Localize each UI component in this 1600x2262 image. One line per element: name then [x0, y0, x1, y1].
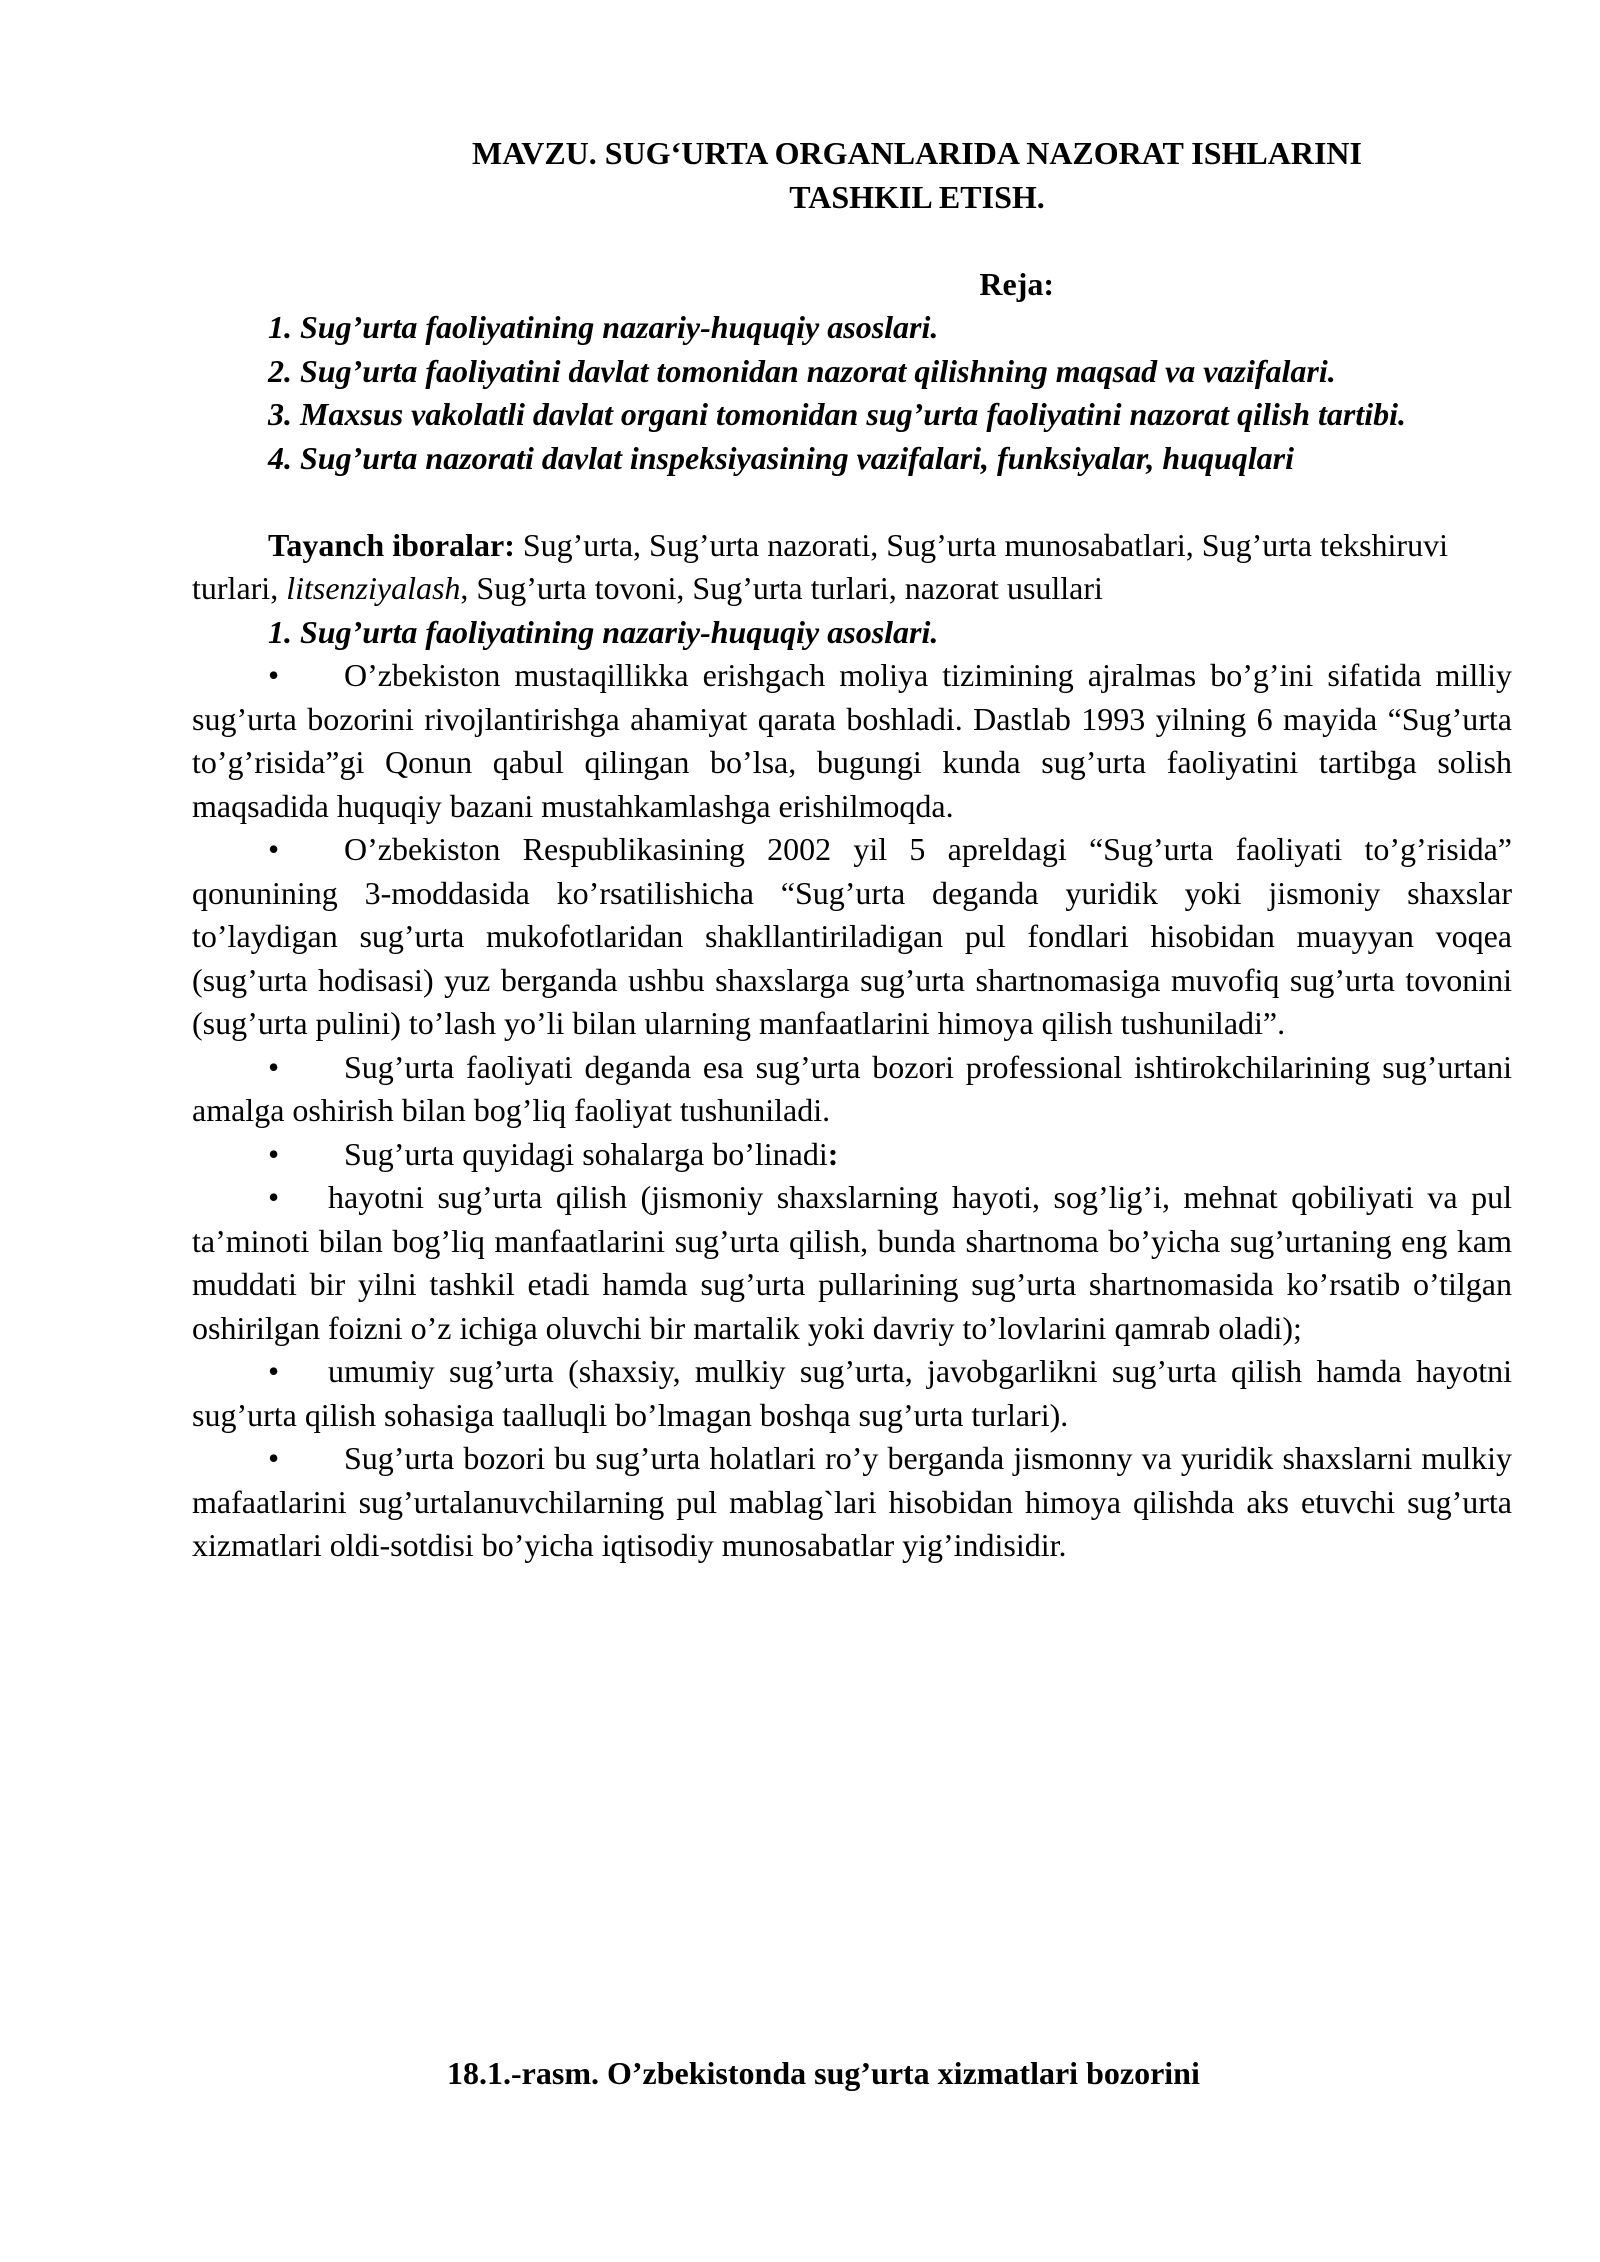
bullet-paragraph-2: [192, 828, 1512, 1046]
bullet-paragraph-text: O’zbekiston Respublikasining 2002 yil 5 apreldagi “Sug’urta faoliyati to’g’risida” qonunining 3-moddasida ko’rsatilishicha “Sug’urta deganda yuridik yoki jismoniy shaxslar to’laydigan sug’urta mukofotlaridan shakllantiriladigan pul fondlari hisobidan muayyan voqea (sug’urta hodisasi) yuz berganda ushbu shaxslarga sug’urta shartnomasiga muvofiq sug’urta tovonini (sug’urta pulini) to’lash yo’li bilan ularning manfaatlarini himoya qilish tushuniladi”.: [192, 831, 1512, 1041]
document-title: [192, 132, 1512, 219]
bullet-symbol: •: [268, 831, 280, 867]
document-body: [192, 132, 1512, 1568]
title-line-2: TASHKIL ETISH.: [789, 178, 1045, 215]
keywords-label: Tayanch iboralar:: [268, 526, 515, 563]
bullet-symbol: •: [268, 657, 280, 693]
bullet-symbol: •: [268, 1179, 280, 1215]
bullet-paragraph-text: hayotni sug’urta qilish (jismoniy shaxslarning hayoti, sog’lig’i, mehnat qobiliyati va pul ta’minoti bilan bog’liq manfaatlarini sug’urta qilish, bunda shartnoma bo’yicha sug’urtaning eng kam muddati bir yilni tashkil etadi hamda sug’urta pullarining sug’urta shartnomasida ko’rsatib o’tilgan oshirilgan foizni o’z ichiga oluvchi bir martalik yoki davriy to’lovlarini qamrab oladi);: [192, 1179, 1512, 1346]
section-1-heading: 1. Sug’urta faoliyatining nazariy-huquqiy asoslari.: [268, 613, 939, 650]
bullet-paragraph-7: [192, 1437, 1512, 1568]
figure-caption: 18.1.-rasm. O’zbekistonda sug’urta xizmatlari bozorini: [447, 2055, 1200, 2091]
plan-item-2: 2. Sug’urta faoliyatini davlat tomonidan nazorat qilishning maqsad va vazifalari.: [268, 352, 1336, 389]
keywords-text-after: , Sug’urta tovoni, Sug’urta turlari, nazorat usullari: [460, 570, 1103, 606]
bullet-paragraph-1: [192, 654, 1512, 828]
plan-item-1: 1. Sug’urta faoliyatining nazariy-huquqiy asoslari.: [268, 309, 939, 345]
bullet-paragraph-text: Sug’urta quyidagi sohalarga bo’linadi: [344, 1135, 828, 1172]
bullet-paragraph-text: O’zbekiston mustaqillikka erishgach moliya tizimining ajralmas bo’g’ini sifatida milliy sug’urta bozorini rivojlantirishga ahamiyat qarata boshladi. Dastlab 1993 yilning 6 mayida “Sug’urta to’g’risida”gi Qonun qabul qilingan bo’lsa, bugungi kunda sug’urta faoliyatini tartibga solish maqsadida huquqiy bazani mustahkamlashga erishilmoqda.: [192, 657, 1512, 824]
keywords-text-before: Sug’urta, Sug’urta nazorati, Sug’urta munosabatlari, Sug’urta tekshiruvi turlari,: [192, 526, 1448, 606]
plan-heading: Reja:: [979, 265, 1054, 302]
bullet-paragraph-3: [192, 1046, 1512, 1133]
bullet-symbol: •: [268, 1353, 280, 1389]
keywords-paragraph: [192, 524, 1512, 611]
bullet-paragraph-4: [192, 1133, 1512, 1177]
bullet-paragraph-6: [192, 1350, 1512, 1437]
bullet-paragraph-text: umumiy sug’urta (shaxsiy, mulkiy sug’urta, javobgarlikni sug’urta qilish hamda hayotni sug’urta qilish sohasiga taalluqli bo’lmagan boshqa sug’urta turlari).: [192, 1353, 1512, 1433]
spacer: [192, 480, 1512, 524]
spacer: [192, 219, 1512, 263]
bullet-paragraph-text: Sug’urta bozori bu sug’urta holatlari ro’y berganda jismonny va yuridik shaxslarni mulkiy mafaatlarini sug’urtalanuvchilarning pul mablag`lari hisobidan himoya qilishda aks etuvchi sug’urta xizmatlari oldi-sotdisi bo’yicha iqtisodiy munosabatlar yig’indisidir.: [192, 1440, 1512, 1563]
keywords-italic: litsenziyalash: [286, 570, 461, 606]
plan-item-4: 4. Sug’urta nazorati davlat inspeksiyasining vazifalari, funksiyalar, huquqlari: [268, 439, 1295, 476]
bullet-symbol: •: [268, 1135, 280, 1172]
bullet-paragraph-text: Sug’urta faoliyati deganda esa sug’urta bozori professional ishtirokchilarining sug’urtani amalga oshirish bilan bog’liq faoliyat tushuniladi.: [192, 1048, 1512, 1128]
bullet-symbol: •: [268, 1048, 280, 1085]
plan-item-3: 3. Maxsus vakolatli davlat organi tomonidan sug’urta faoliyatini nazorat qilish tartibi.: [268, 396, 1406, 432]
bullet-symbol: •: [268, 1440, 280, 1476]
title-line-1: MAVZU. SUG‘URTA ORGANLARIDA NAZORAT ISHLARINI: [472, 135, 1362, 171]
bullet-paragraph-5: [192, 1176, 1512, 1350]
bullet-paragraph-colon: :: [827, 1135, 839, 1172]
